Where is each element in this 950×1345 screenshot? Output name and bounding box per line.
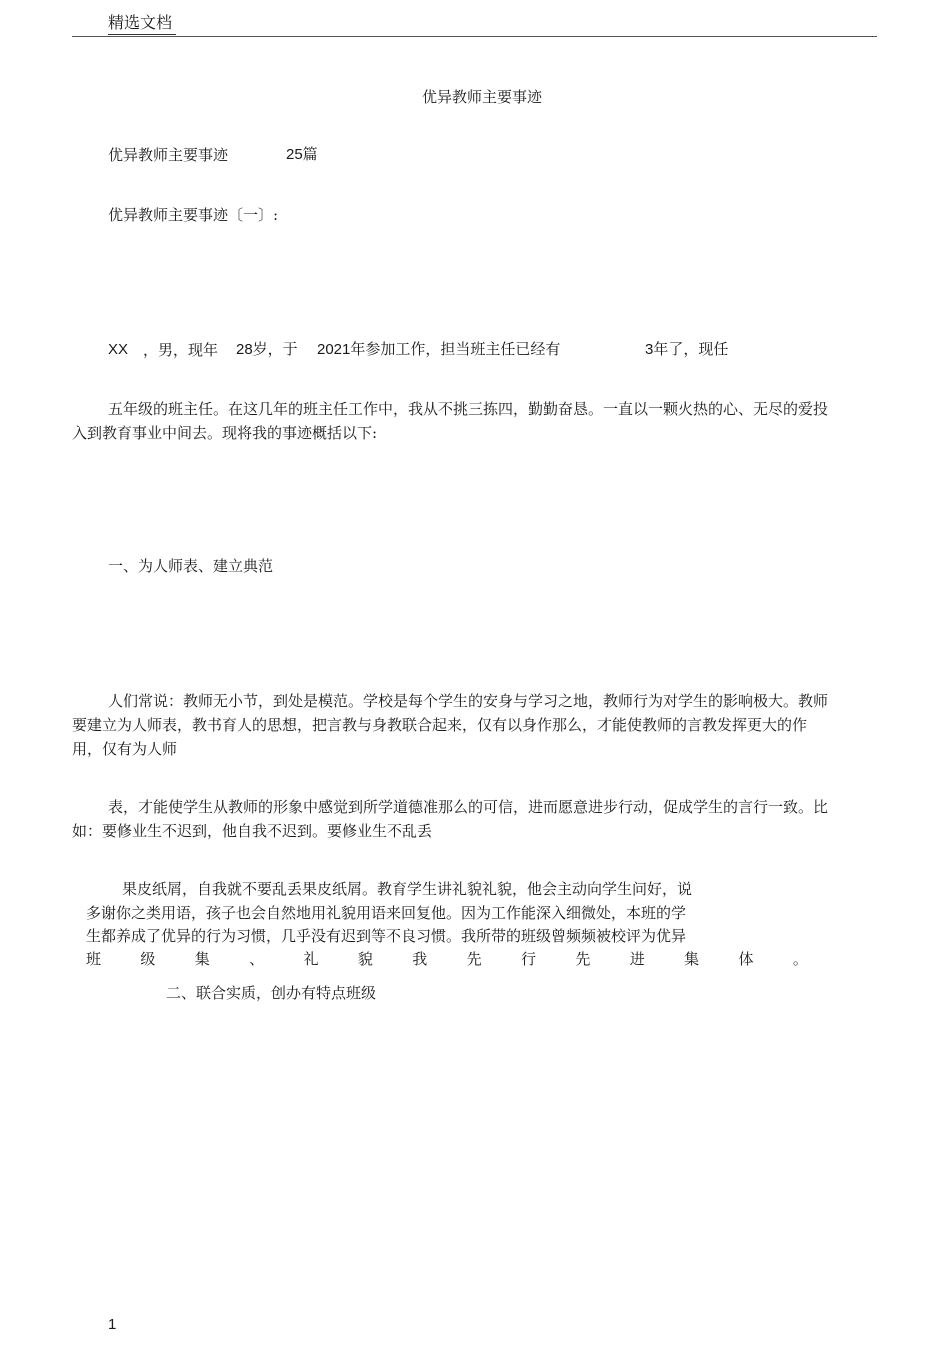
paragraph-1: 五年级的班主任。在这几年的班主任工作中，我从不挑三拣四，勤勤奋恳。一直以一颗火热的心、无尽的爱投入到教育事业中间去。现将我的事迹概括以下: [72,400,829,442]
subtitle-count: 25篇 [286,146,318,163]
header-rule [72,36,877,37]
spread-char: 貌 [357,950,373,968]
spread-char: 集 [684,950,700,968]
intro-part-5: 3年了，现任 [645,341,729,358]
page-number: 1 [108,1316,117,1333]
spread-char: 先 [466,950,482,968]
heading-1: 一、为人师表、建立典范 [108,557,274,575]
spread-char: 。 [792,950,808,968]
paragraph-4-line-2: 多谢你之类用语，孩子也会自然地用礼貌用语来回复他。因为工作能深入细微处，本班的学 [86,904,687,922]
intro-part-3: 28岁，于 [236,341,298,358]
paragraph-4-justified-line [86,947,808,971]
spread-char: 级 [140,950,156,968]
subtitle-text: 优异教师主要事迹 [108,146,229,164]
paragraph-4-line-1: 果皮纸屑，自我就不要乱丢果皮纸屑。教育学生讲礼貌礼貌，他会主动向学生问好，说 [122,880,693,898]
spread-char: 先 [575,950,591,968]
spread-char: 体 [738,950,754,968]
spread-char: 进 [629,950,645,968]
paragraph-4-line-3: 生都养成了优异的行为习惯，几乎没有迟到等不良习惯。我所带的班级曾频频被校评为优异 [86,927,687,945]
heading-2: 二、联合实质，创办有特点班级 [166,984,377,1002]
spread-char: 我 [412,950,428,968]
spread-char: 、 [249,950,265,968]
spread-char: 集 [194,950,210,968]
intro-part-1: XX [108,341,129,358]
intro-part-2: ，男，现年 [143,341,219,359]
header-label: 精选文档 [108,12,176,35]
paragraph-3: 表，才能使学生从教师的形象中感觉到所学道德准那么的可信，进而愿意进步行动，促成学生的言行一致。比如：要修业生不迟到，他自我不迟到。要修业生不乱丢 [72,798,829,840]
spread-char: 行 [521,950,537,968]
document-title: 优异教师主要事迹 [422,88,543,106]
spread-char: 班 [86,950,102,968]
intro-part-4: 2021年参加工作，担当班主任已经有 [317,341,561,358]
paragraph-2: 人们常说：教师无小节，到处是模范。学校是每个学生的安身与学习之地，教师行为对学生的影响极大。教师要建立为人师表，教书育人的思想，把言教与身教联合起来，仅有以身作那么，才能使教师的言教发挥更大的作用，仅有为人师 [72,692,829,758]
section-label: 优异教师主要事迹〔一〕: [108,206,279,224]
spread-char: 礼 [303,950,319,968]
